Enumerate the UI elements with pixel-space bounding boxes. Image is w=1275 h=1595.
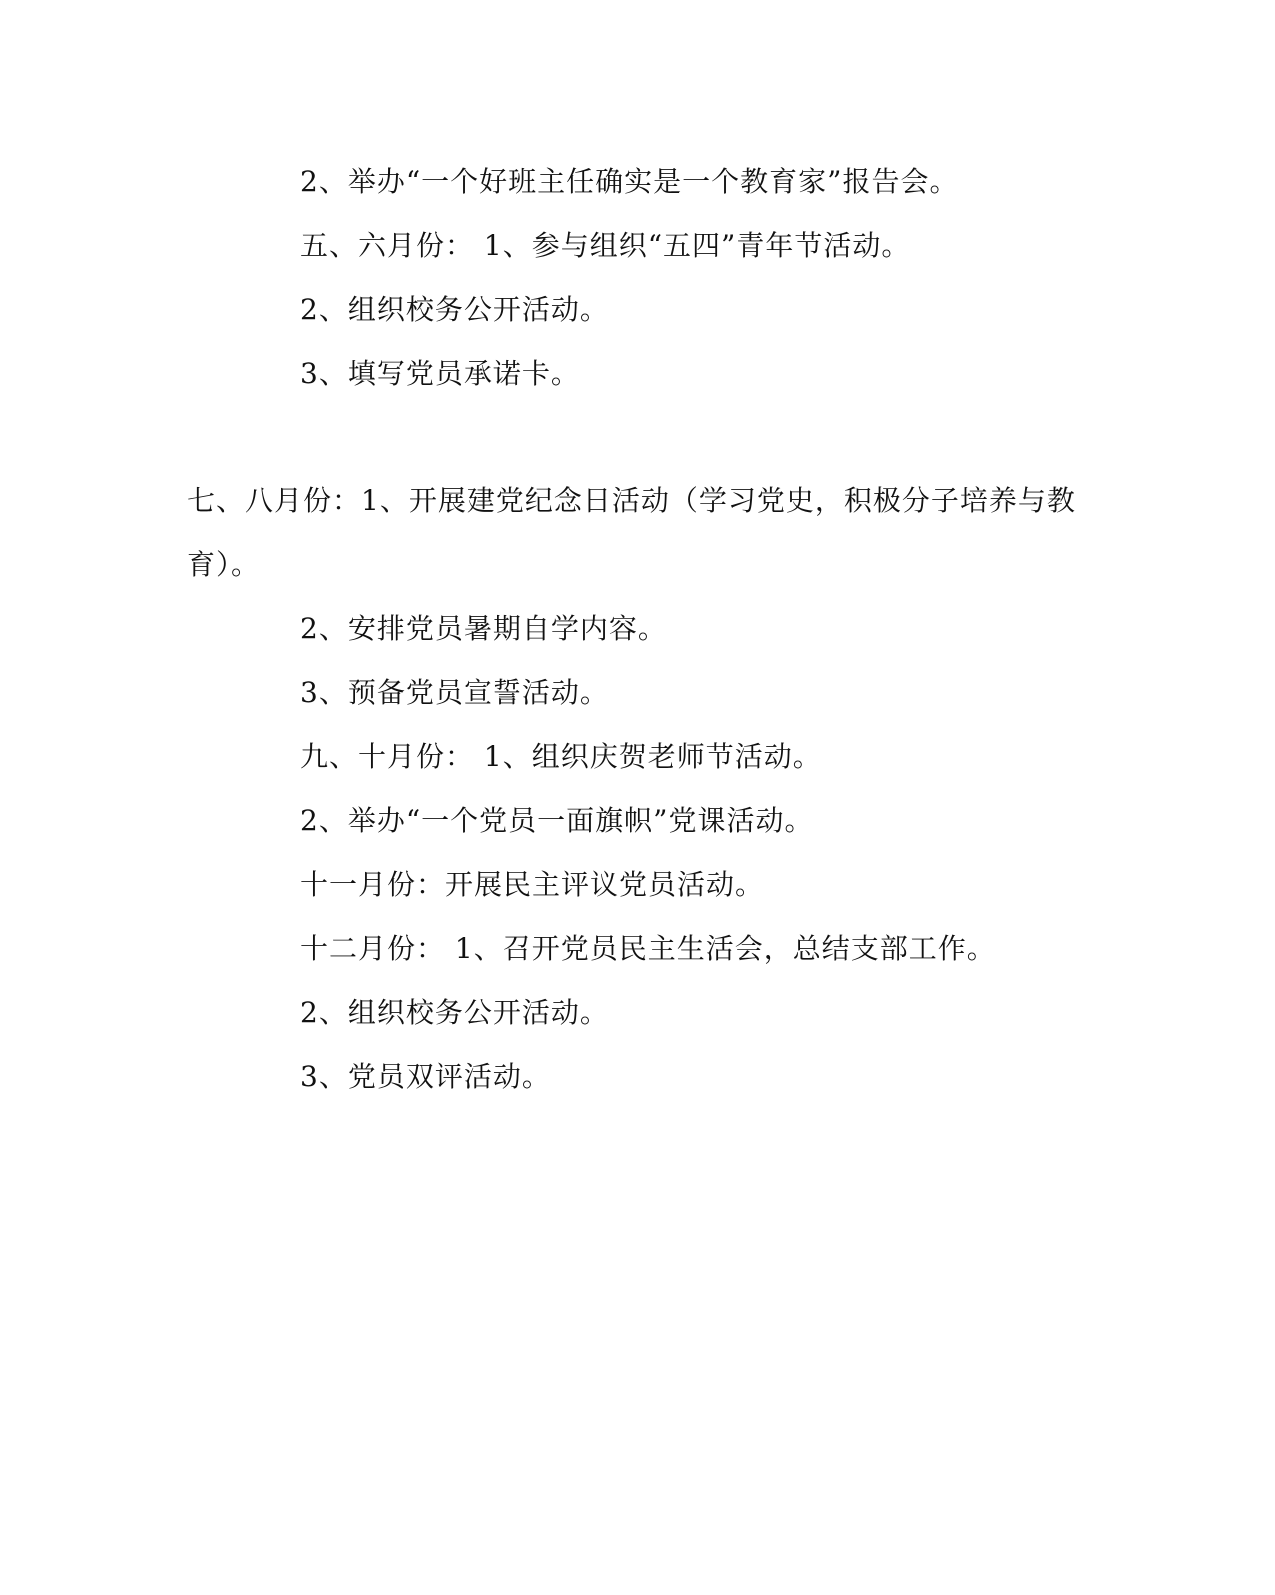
text-line-commitment-card: 3、填写党员承诺卡。 [300,357,580,390]
text-line-july-august-continued: 育）。 [187,548,261,581]
text-line-party-lesson: 2、举办“一个党员一面旗帜”党课活动。 [300,804,814,837]
text-line-report-meeting: 2、举办“一个好班主任确实是一个教育家”报告会。 [300,165,959,198]
text-line-december: 十二月份： 1、召开党员民主生活会，总结支部工作。 [300,932,996,965]
text-line-november: 十一月份：开展民主评议党员活动。 [300,868,765,901]
text-line-double-evaluation: 3、党员双评活动。 [300,1060,551,1093]
text-line-may-june: 五、六月份： 1、参与组织“五四”青年节活动。 [300,229,911,262]
text-line-july-august: 七、八月份：1、开展建党纪念日活动（学习党史，积极分子培养与教 [187,484,1076,517]
text-line-school-affairs-december: 2、组织校务公开活动。 [300,996,609,1029]
text-line-oath-activity: 3、预备党员宣誓活动。 [300,676,609,709]
text-line-school-affairs: 2、组织校务公开活动。 [300,293,609,326]
text-line-summer-study: 2、安排党员暑期自学内容。 [300,612,667,645]
text-line-september-october: 九、十月份： 1、组织庆贺老师节活动。 [300,740,822,773]
